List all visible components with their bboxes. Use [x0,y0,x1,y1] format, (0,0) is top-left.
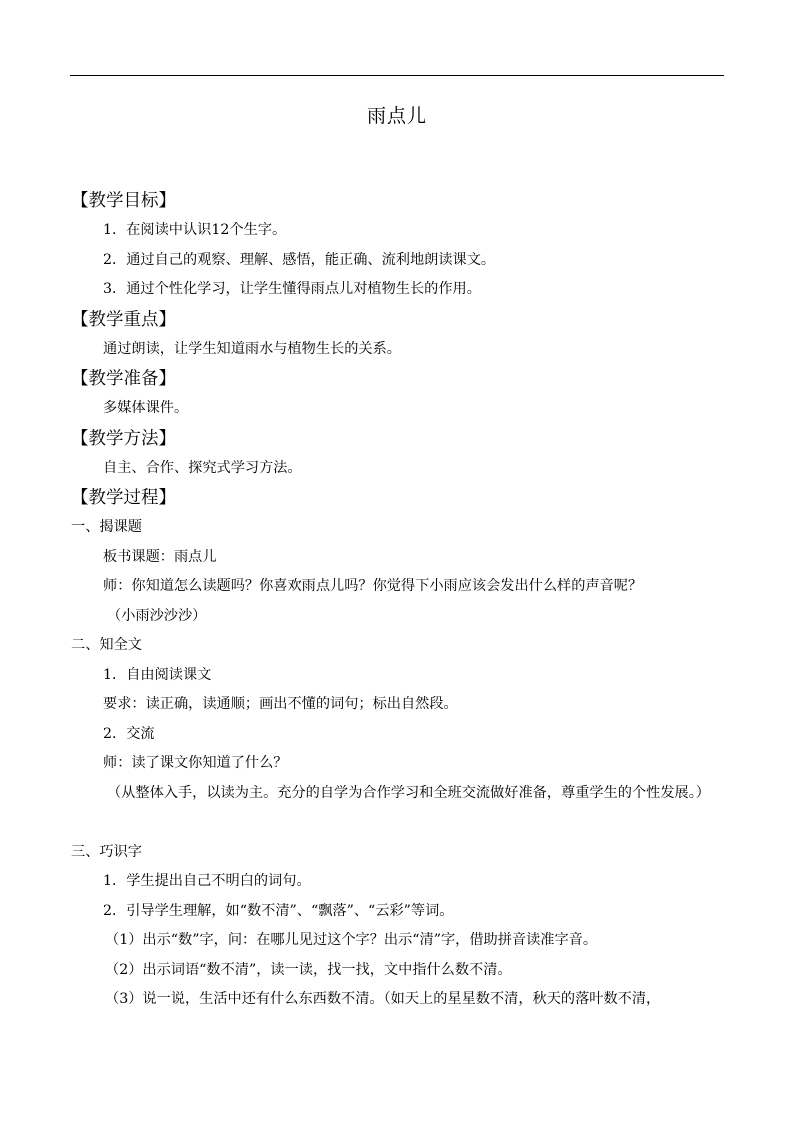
process-step-3-line-3: （1）出示“数”字，问：在哪儿见过这个字？出示“清”字，借助拼音读准字音。 [105,932,598,948]
section-heading-process: 【教学过程】 [71,488,176,508]
process-step-3-line-5: （3）说一说，生活中还有什么东西数不清。（如天上的星星数不清，秋天的落叶数不清， [105,991,661,1007]
process-step-2-line-3: 2．交流 [103,725,155,742]
process-step-3-line-2: 2．引导学生理解，如“数不清”、“飘落”、“云彩”等词。 [103,902,454,919]
process-step-2-line-4: 师：读了课文你知道了什么？ [103,755,288,771]
process-step-3-title: 三、巧识字 [71,843,142,860]
process-step-1-line-1: 板书课题：雨点儿 [103,548,217,565]
process-step-3-line-4: （2）出示词语“数不清”，读一读，找一找，文中指什么数不清。 [105,961,512,978]
section-heading-preparation: 【教学准备】 [71,369,176,389]
focus-text: 通过朗读，让学生知道雨水与植物生长的关系。 [103,340,401,357]
process-step-1-line-2: 师：你知道怎么读题吗？你喜欢雨点儿吗？你觉得下小雨应该会发出什么样的声音呢？ [103,578,643,594]
preparation-text: 多媒体课件。 [103,400,189,416]
objective-3: 3．通过个性化学习，让学生懂得雨点儿对植物生长的作用。 [103,281,481,297]
process-step-1-line-3: （小雨沙沙沙） [107,607,207,624]
process-step-3-line-1: 1．学生提出自己不明白的词句。 [103,873,311,889]
process-step-1-title: 一、揭课题 [71,519,142,535]
method-text: 自主、合作、探究式学习方法。 [103,459,302,476]
section-heading-objectives: 【教学目标】 [71,191,176,211]
process-step-2-line-1: 1．自由阅读课文 [103,666,212,683]
process-step-2-note: （从整体入手，以读为主。充分的自学为合作学习和全班交流做好准备，尊重学生的个性发展。） [107,784,710,801]
process-step-2-title: 二、知全文 [71,637,142,653]
section-heading-focus: 【教学重点】 [71,309,176,330]
document-body [71,186,725,1015]
process-step-2-line-2: 要求：读正确，读通顺；画出不懂的词句；标出自然段。 [103,696,458,712]
section-heading-method: 【教学方法】 [71,428,176,449]
objective-1: 1．在阅读中认识12个生字。 [103,222,287,238]
objective-2: 2．通过自己的观察、理解、感悟，能正确、流利地朗读课文。 [103,251,496,268]
header-rule [70,75,724,76]
document-title: 雨点儿 [366,105,427,127]
